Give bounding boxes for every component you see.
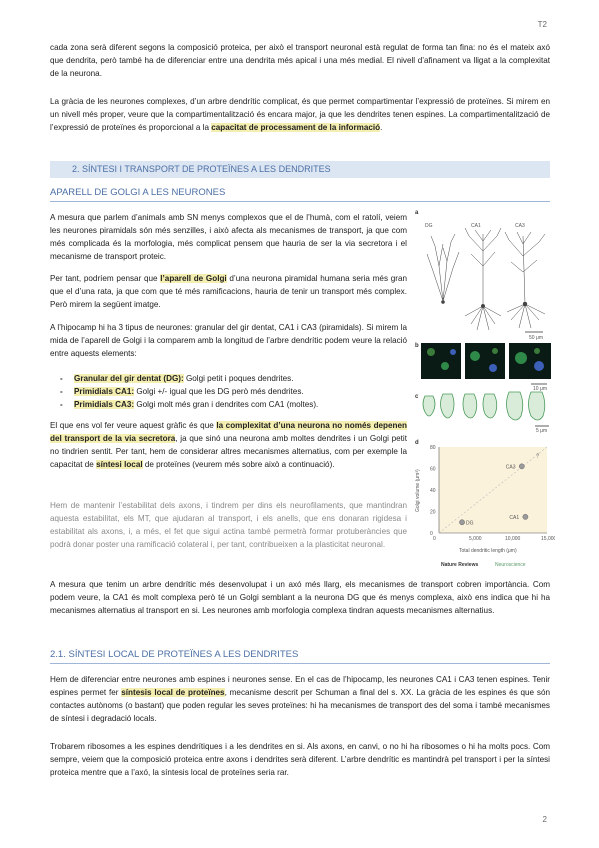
x-tick-label: 10,000 [505, 536, 521, 542]
neuron-type-list [60, 372, 405, 411]
y-tick-label: 20 [430, 509, 436, 516]
x-tick-label: 15,000 [541, 536, 555, 542]
x-tick-label: 5,000 [469, 536, 482, 542]
section-heading [50, 161, 550, 178]
data-point [459, 520, 464, 525]
paragraph-intro: cada zona serà diferent segons la composició proteica, per això el transport neuronal està regulat de forma tan fina: no és el mateix axó que dendrita, però també ha de diferenciar entre una dendrita més apical i una més medial. El nivell d’afinament va lligat a la complexitat de la neurona. [50, 43, 550, 78]
header-tag: T2 [537, 20, 547, 29]
point-label: DG [466, 520, 474, 527]
subsection-heading-golgi: APARELL DE GOLGI A LES NEURONES [50, 187, 226, 198]
list-item [60, 372, 405, 385]
point-label: CA1 [509, 514, 520, 521]
neuron-label-dg: DG [425, 223, 433, 229]
neuron-figure [413, 206, 555, 610]
panel-label-b: b [415, 343, 419, 349]
image-ca1 [465, 343, 505, 379]
paragraph-dendritic-tree: A mesura que tenim un arbre dendrític més desenvolupat i un axó més llarg, els mecanismes de transport cobren importància. Com podem veure, la CA1 és molt complexa però té un Golgi semblant a la neurona DG que és menys complexa, això ens indica que hi ha mecanismes alternatius al transport en si. Les neurones amb morfologia complexa tindran aquests mecanismes alternatius. [50, 580, 550, 615]
golgi-cell-outlines [423, 392, 545, 420]
paragraph-text: d’una neurona piramidal humana seria més gran que el d’una rata, ja que com que té més ramificacions, hauria de tenir un transport més complex. Però mirem la següent imatge. [50, 274, 407, 309]
paragraph-compartments [50, 95, 550, 134]
credit-journal: Neuroscience [495, 562, 526, 568]
bullet-term: Primidials CA1: [74, 387, 135, 396]
paragraph-text: El que ens vol fer veure aquest gràfic és que [50, 421, 217, 430]
data-point [519, 464, 524, 469]
neuron-label-ca1: CA1 [471, 223, 481, 229]
y-tick-label: 80 [430, 445, 436, 451]
paragraph-text: , ja que sinó una neurona amb moltes dendrites i un Golgi petit no tindrien sentit. Per tant, hem de considerar altres mecanismes alternatius, com per exemple la capacitat de [50, 434, 407, 469]
paragraph-hippocampus: A l’hipocamp hi ha 3 tipus de neurones: granular del gir dentat, CA1 i CA3 (piramidals). Si mirem la mida de l’aparell de Golgi i la comparem amb la longitud de l’arbre dendrític podem veure la relació entre aquests elements: [50, 323, 407, 358]
paragraph-graph [50, 419, 407, 471]
y-tick-label: 40 [430, 488, 436, 494]
bullet-text: Golgi +/- igual que les DG però més dendrites. [134, 387, 304, 396]
bullet-term: Granular del gir dentat (DG): [74, 374, 184, 383]
scale-label-c: 5 μm [536, 428, 548, 434]
bullet-text: Golgi petit i poques dendrites. [183, 374, 294, 383]
panel-label-c: c [415, 394, 419, 400]
paragraph-golgi [50, 272, 407, 311]
credit-brand: Nature Reviews [441, 562, 479, 568]
x-tick-label: 0 [433, 536, 436, 542]
paragraph-text: Per tant, podríem pensar que [50, 274, 161, 283]
scale-label-b: 10 μm [533, 386, 547, 392]
paragraph-text: de proteïnes (veurem més sobre això a continuació). [142, 460, 335, 469]
paragraph-ribosomes: Trobarem ribosomes a les espines dendrítiques i a les dendrites en si. Als axons, en canvi, o no hi ha ribosomes o hi ha molts pocs. Com sempre, veiem que la composició proteica entre axons i dendrites serà diferent. L’arbre dendrític es mantindrà pel transport i per la síntesi proteica mentre que a l’axó, la síntesis local de proteïnes seria rar. [50, 742, 550, 777]
question-mark-label: ? [536, 453, 539, 460]
list-item [60, 398, 405, 411]
bullet-text: Golgi molt més gran i dendrites com CA1 (moltes). [134, 400, 319, 409]
paragraph-text: La gràcia de les neurones complexes, d’un arbre dendrític complicat, és que permet compartimentar l’expressió de proteïnes. Si mirem en un nivell més proper, veure que la compartimentalització és encara major, ja que les dendrites tenen espines. La compartimentalització de l’expressió de proteïnes és proporcional a la [50, 97, 550, 132]
ca3-neuron-drawing [505, 232, 545, 328]
highlight-local-synthesis: síntesi local [96, 460, 143, 469]
y-axis-label: Golgi volume (μm³) [415, 469, 421, 512]
image-ca3 [509, 343, 551, 379]
image-dg [421, 343, 461, 379]
x-axis-label: Total dendritic length (μm) [459, 548, 517, 554]
paragraph-text: . [380, 123, 383, 132]
list-item [60, 385, 405, 398]
fluorescence-images [421, 343, 551, 379]
scale-label-a: 50 μm [529, 335, 543, 341]
highlight-spine-synthesis: síntesis local de proteïnes [121, 688, 225, 697]
figure-svg [413, 206, 555, 610]
point-label: CA3 [505, 464, 516, 471]
subsection-heading-local: 2.1. SÍNTESI LOCAL DE PROTEÏNES A LES DENDRITES [50, 649, 299, 660]
highlight-processing: capacitat de processament de la informació [211, 123, 381, 132]
heading-rule [50, 201, 550, 202]
paragraph-spines [50, 673, 550, 725]
highlight-golgi: l’aparell de Golgi [160, 274, 227, 283]
paragraph-animals: A mesura que parlem d’animals amb SN menys complexos que el de l’humà, com el ratolí, veiem les neurones piramidals són més senzilles, i això afecta als mecanismes de transport, ja que com més complicada és la morfologia, més complicat pensem que hauria de ser la via secretora i el mecanisme de transport proteic. [50, 213, 407, 261]
paragraph-axons: Hem de mantenir l’estabilitat dels axons, i tindrem per dins els neurofilaments, que mantindran aquesta estabilitat, els MT, que ajudaran al transport, i els anells, que ens donaran rigidesa i estabilitat als axons, i, a més, el fet que sigui actina també permetrà formar protuberàncies que podrà donar poster una ramificació colateral i, per tant, contribueixen a la plasticitat neuronal. [50, 501, 407, 549]
paragraph-text: Hem de diferenciar entre neurones amb espines i neurones sense. En el cas de l’hipocamp, les neurones CA1 i CA3 tenen espines. Tenir espines permet fer [50, 675, 550, 697]
dg-neuron-drawing [427, 234, 459, 304]
data-point [523, 514, 528, 519]
highlight-complexity: la complexitat d’una neurona no només depenen del transport de la via secretora [50, 421, 407, 443]
panel-label-d: d [415, 440, 419, 446]
page-number: 2 [542, 815, 547, 824]
y-tick-label: 60 [430, 466, 436, 473]
bullet-term: Primidials CA3: [74, 400, 135, 409]
panel-label-a: a [415, 210, 419, 216]
heading-rule [50, 663, 550, 664]
section-heading-text: 2. SÍNTESI I TRANSPORT DE PROTEÏNES A LES DENDRITES [72, 164, 331, 174]
neuron-label-ca3: CA3 [515, 223, 525, 229]
y-tick-label: 0 [430, 531, 433, 537]
paragraph-text: , mecanisme descrit per Schuman a final del s. XX. La gràcia de les espines és que són contactes autònoms (o bastant) que poden regular les seves proteïnes: hi ha mecanismes de transport des del soma i també mecanismes de síntesi i degradació locals. [50, 688, 550, 723]
ca1-neuron-drawing [465, 228, 501, 330]
